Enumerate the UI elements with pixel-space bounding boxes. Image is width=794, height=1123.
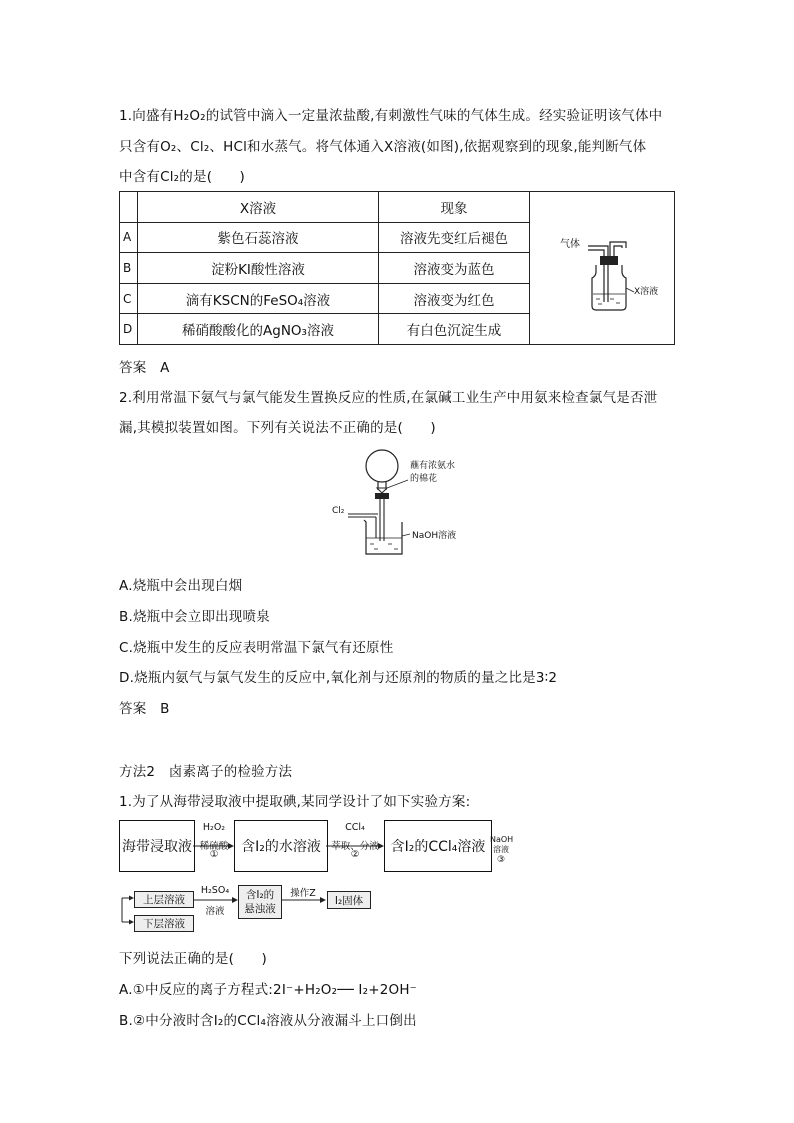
table-header-solution: X溶液 — [138, 192, 379, 223]
naoh-label: NaOH溶液 — [412, 531, 457, 541]
q2-option-d: D.烧瓶内氨气与氯气发生的反应中,氧化剂与还原剂的物质的量之比是3∶2 — [119, 670, 558, 686]
row-a-solution: 紫色石蕊溶液 — [138, 222, 379, 253]
q2-apparatus-figure — [330, 446, 480, 558]
arrow3-bottom-label: 溶液 — [493, 845, 509, 854]
step2-label: ② — [350, 849, 360, 860]
method-q1-line: 1.为了从海带浸取液中提取碘,某同学设计了如下实验方案: — [119, 794, 471, 810]
arrow2-top-label: CCl₄ — [345, 822, 365, 833]
cotton-label-2: 的棉花 — [410, 474, 438, 484]
suspension-label-1: 含I₂的 — [245, 889, 275, 901]
gas-washing-bottle-figure — [530, 192, 674, 344]
step3-label: ③ — [496, 855, 506, 865]
q1-line-1: 1.向盛有H₂O₂的试管中滴入一定量浓盐酸,有刺激性气味的气体生成。经实验证明该气体中 — [119, 108, 663, 124]
row-label-a: A — [120, 222, 138, 253]
row-c-phenomenon: 溶液变为红色 — [379, 283, 530, 314]
q2-option-a: A.烧瓶中会出现白烟 — [119, 578, 243, 594]
flow-box-iodine-water: 含I₂的水溶液 — [234, 820, 328, 872]
arrow1-bottom-label: 稀硫酸 — [199, 841, 229, 852]
suspension-label-2: 悬浊液 — [244, 903, 276, 915]
table-header-phenomenon: 现象 — [379, 192, 530, 223]
flow-box-iodine-ccl4: 含I₂的CCl₄溶液 — [384, 820, 492, 872]
suspension-box — [238, 885, 282, 919]
method-prompt: 下列说法正确的是( ) — [119, 951, 267, 967]
q2-option-b: B.烧瓶中会立即出现喷泉 — [119, 609, 270, 625]
arrow4-bottom-label: 溶液 — [205, 906, 225, 917]
row-d-solution: 稀硝酸酸化的AgNO₃溶液 — [138, 314, 379, 345]
method-title: 方法2 卤素离子的检验方法 — [119, 764, 293, 780]
q1-line-3: 中含有Cl₂的是( ) — [119, 169, 246, 185]
row-c-solution: 滴有KSCN的FeSO₄溶液 — [138, 283, 379, 314]
q2-option-c: C.烧瓶中发生的反应表明常温下氯气有还原性 — [119, 640, 394, 656]
q1-line-2: 只含有O₂、Cl₂、HCl和水蒸气。将气体通入X溶液(如图),依据观察到的现象,能判断气体 — [119, 139, 647, 155]
cotton-label-1: 蘸有浓氨水 — [410, 461, 456, 471]
arrow3-top-label: NaOH — [490, 835, 514, 844]
row-label-d: D — [120, 314, 138, 345]
step1-label: ① — [209, 849, 219, 860]
q1-table — [119, 191, 675, 345]
upper-layer-box: 上层溶液 — [134, 891, 194, 908]
row-label-b: B — [120, 253, 138, 284]
q2-line-2: 漏,其模拟装置如图。下列有关说法不正确的是( ) — [119, 420, 436, 436]
row-d-phenomenon: 有白色沉淀生成 — [379, 314, 530, 345]
method-option-a: A.①中反应的离子方程式:2I⁻+H₂O₂── I₂+2OH⁻ — [119, 982, 417, 998]
arrow5-top-label: 操作Z — [290, 888, 316, 899]
gas-label: 气体 — [560, 239, 580, 250]
row-a-phenomenon: 溶液先变红后褪色 — [379, 222, 530, 253]
arrow4-top-label: H₂SO₄ — [200, 885, 230, 896]
arrow1-top-label: H₂O₂ — [202, 822, 226, 833]
x-solution-label: X溶液 — [634, 287, 659, 297]
q2-answer: 答案 B — [119, 701, 170, 717]
row-b-phenomenon: 溶液变为蓝色 — [379, 253, 530, 284]
cl2-label: Cl₂ — [332, 506, 345, 516]
row-b-solution: 淀粉KI酸性溶液 — [138, 253, 379, 284]
q2-line-1: 2.利用常温下氨气与氯气能发生置换反应的性质,在氯碱工业生产中用氨来检查氯气是否泄 — [119, 390, 658, 406]
solid-box: I₂固体 — [327, 891, 371, 909]
q1-answer: 答案 A — [119, 360, 170, 376]
q1-figure-cell — [530, 192, 675, 345]
flow-box-kelp-extract: 海带浸取液 — [119, 820, 195, 872]
method-option-b: B.②中分液时含I₂的CCl₄溶液从分液漏斗上口倒出 — [119, 1013, 417, 1029]
lower-layer-box: 下层溶液 — [134, 915, 194, 932]
row-label-c: C — [120, 283, 138, 314]
arrow2-bottom-label: 萃取、分液 — [331, 841, 379, 852]
